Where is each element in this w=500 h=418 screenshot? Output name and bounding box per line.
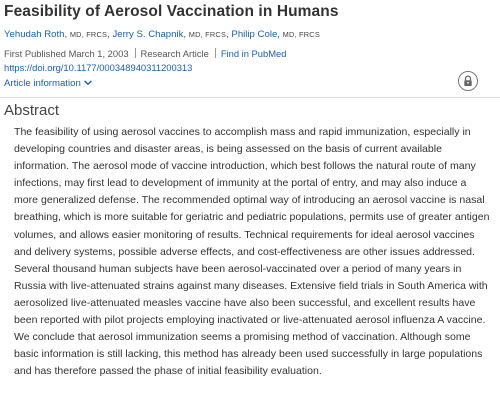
doi-link[interactable]: https://doi.org/10.1177/000348940311200313 [4,62,193,73]
chevron-down-icon [84,77,92,90]
section-divider [0,97,500,98]
article-information-toggle[interactable] [4,77,92,90]
publication-info [4,47,496,60]
author-link-cole[interactable]: Philip Cole [231,29,278,40]
article-title: Feasibility of Aerosol Vaccination in Humans [4,3,339,20]
article-type: Research Article [140,48,209,59]
abstract-heading: Abstract [4,102,60,119]
author-list: Yehudah Roth, MD, FRCS, Jerry S. Chapnik, MD, FRCS, Philip Cole, MD, FRCS [4,29,320,40]
lock-icon[interactable] [458,71,478,91]
separator [135,48,136,58]
author-credentials: MD, FRCS [282,30,320,39]
article-information-label: Article information [4,78,81,90]
article-header [4,2,496,74]
find-in-pubmed-link[interactable]: Find in PubMed [220,48,287,59]
abstract-text: The feasibility of using aerosol vaccines to accomplish mass and rapid immunization, especially in developing countries and disaster areas, is being assessed on the basis of current available information. The aerosol mode of vaccine introduction, which best follows the natural route of many infections, may first lead to development of immunity at the portal of entry, and may also induce a more generalized defense. The recommended optimal way of introducing an aerosol vaccine is nasal breathing, which is more suitable for geriatric and pediatric populations, permits use of greater antigen volumes, and allows easier monitoring of results. Technical requirements for ideal aerosol vaccines and delivery systems, possible adverse effects, and cost-effectiveness are other issues addressed. Several thousand human subjects have been aerosol-vaccinated over a period of many years in Russia with live-attenuated strains against many diseases. Extensive field trials in South America with aerosolized live-attenuated measles vaccine have also been successful, and excellent results have been reported with pilot projects employing inactivated or live-attenuated aerosol influenza A vaccine. We conclude that aerosol immunization seems a promising method of vaccination. Although some basic information is still lacking, this method has already been used successfully in large populations and has therefore passed the phase of initial feasibility evaluation. [14,126,490,378]
doi-line [4,61,496,74]
separator [215,48,216,58]
published-date: First Published March 1, 2003 [4,48,129,59]
author-link-chapnik[interactable]: Jerry S. Chapnik [112,29,184,40]
author-credentials: MD, FRCS [188,30,227,39]
author-credentials: MD, FRCS [69,30,108,39]
author-link-roth[interactable]: Yehudah Roth [4,29,65,40]
